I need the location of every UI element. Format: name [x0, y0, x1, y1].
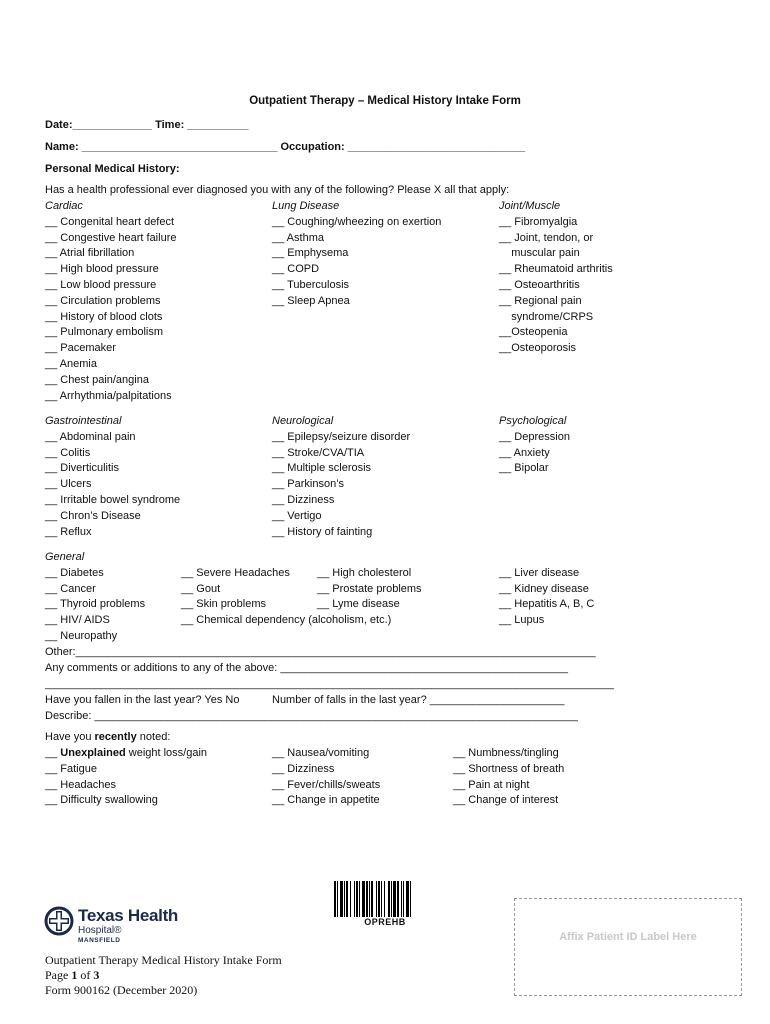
- checklist-item[interactable]: __ Coughing/wheezing on exertion: [272, 215, 442, 228]
- texas-health-cross-icon: [44, 906, 74, 936]
- page-of: of: [77, 968, 94, 982]
- section-title: Gastrointestinal: [45, 415, 122, 427]
- logo-location: MANSFIELD: [78, 937, 121, 944]
- checklist-item[interactable]: __Osteopenia: [499, 326, 568, 339]
- checklist-item[interactable]: __ Ulcers: [45, 478, 92, 491]
- lung-section: [272, 199, 441, 310]
- checklist-item[interactable]: __ Diabetes: [45, 566, 104, 579]
- page-prefix: Page: [45, 968, 72, 982]
- logo-name: Texas Health: [78, 906, 179, 925]
- general-section: [45, 550, 145, 645]
- psych-section: [499, 414, 570, 477]
- checklist-item[interactable]: __ Regional pain: [499, 294, 582, 307]
- checklist-item[interactable]: __ Change of interest: [453, 794, 559, 807]
- instruction-text: Has a health professional ever diagnosed you with any of the following? Please X all that apply:: [45, 184, 510, 196]
- checklist-item[interactable]: __ Emphysema: [272, 247, 349, 260]
- checklist-item[interactable]: __ Fatigue: [45, 762, 97, 775]
- recent-suffix: noted:: [136, 731, 171, 743]
- checklist-item[interactable]: __ Change in appetite: [272, 794, 380, 807]
- checklist-item[interactable]: __ History of fainting: [272, 525, 373, 538]
- checklist-item[interactable]: __ Severe Headaches: [181, 566, 290, 579]
- checklist-item[interactable]: __ Neuropathy: [45, 629, 118, 642]
- comments-continuation-line[interactable]: _____________________________________________________________________________________________: [45, 678, 614, 690]
- checklist-item[interactable]: __ Joint, tendon, or: [499, 231, 594, 244]
- checklist-item[interactable]: __ Chemical dependency (alcoholism, etc.): [181, 614, 392, 627]
- checklist-item[interactable]: __ Osteoarthritis: [499, 278, 580, 291]
- form-title: Outpatient Therapy – Medical History Intake Form: [249, 95, 521, 107]
- footer-form-name: Outpatient Therapy Medical History Intake Form: [45, 953, 282, 967]
- checklist-item[interactable]: __ Gout: [181, 582, 221, 595]
- checklist-item[interactable]: __ Diverticulitis: [45, 462, 119, 475]
- checklist-item[interactable]: __ History of blood clots: [45, 310, 163, 323]
- section-title: Joint/Muscle: [499, 200, 561, 212]
- recent-col3: [453, 746, 564, 809]
- checklist-item[interactable]: __ Asthma: [272, 231, 324, 244]
- recent-bold-word: recently: [94, 731, 137, 743]
- checklist-item[interactable]: __ Parkinson’s: [272, 478, 344, 491]
- page-total: 3: [93, 968, 100, 982]
- checklist-item[interactable]: __ Skin problems: [181, 598, 266, 611]
- page-number: 1: [71, 968, 78, 982]
- checklist-item[interactable]: __ Stroke/CVA/TIA: [272, 446, 365, 459]
- checklist-item[interactable]: __ Bipolar: [499, 462, 549, 475]
- weight-label: weight loss/gain: [125, 747, 208, 759]
- checklist-item[interactable]: __ Chest pain/angina: [45, 373, 149, 386]
- footer-form-id: Form 900162 (December 2020): [45, 983, 198, 997]
- checklist-item[interactable]: __ COPD: [272, 263, 320, 276]
- checklist-item[interactable]: __ Circulation problems: [45, 294, 161, 307]
- checklist-item[interactable]: __ Sleep Apnea: [272, 294, 350, 307]
- checklist-item[interactable]: [45, 746, 207, 762]
- checklist-item[interactable]: __ Reflux: [45, 525, 92, 538]
- checklist-item[interactable]: __ Pacemaker: [45, 342, 116, 355]
- checklist-item[interactable]: __ Irritable bowel syndrome: [45, 493, 181, 506]
- checklist-item[interactable]: __Osteoporosis: [499, 342, 577, 355]
- footer-page: [45, 968, 99, 983]
- personal-history-heading: Personal Medical History:: [45, 163, 180, 175]
- checklist-item[interactable]: __ Fibromyalgia: [499, 215, 578, 228]
- section-title: Cardiac: [45, 200, 83, 212]
- hospital-logo: [44, 906, 179, 944]
- checklist-item[interactable]: __ Epilepsy/seizure disorder: [272, 430, 411, 443]
- checklist-item[interactable]: __ Depression: [499, 430, 570, 443]
- checklist-item[interactable]: __ Vertigo: [272, 509, 322, 522]
- checklist-item[interactable]: __ Lyme disease: [317, 598, 400, 611]
- checklist-item[interactable]: __ Fever/chills/sweats: [272, 778, 381, 791]
- comments-field[interactable]: Any comments or additions to any of the above: _______________________________________________: [45, 662, 568, 674]
- checklist-item[interactable]: __ High blood pressure: [45, 263, 159, 276]
- checklist-item[interactable]: __ Prostate problems: [317, 582, 422, 595]
- recent-heading: [45, 730, 170, 746]
- joint-section: [499, 199, 613, 357]
- checkbox-blank[interactable]: __: [45, 747, 61, 759]
- checklist-item[interactable]: __ Dizziness: [272, 493, 335, 506]
- checklist-item[interactable]: __ Congenital heart defect: [45, 215, 175, 228]
- checklist-item[interactable]: __ Shortness of breath: [453, 762, 565, 775]
- checklist-item[interactable]: __ Abdominal pain: [45, 430, 136, 443]
- checklist-item[interactable]: __ Dizziness: [272, 762, 335, 775]
- general-col3: [317, 566, 422, 613]
- checklist-item[interactable]: __ Liver disease: [499, 566, 580, 579]
- checklist-item[interactable]: __ Tuberculosis: [272, 278, 350, 291]
- recent-prefix: Have you: [45, 731, 95, 743]
- checklist-item[interactable]: __ Chron’s Disease: [45, 509, 141, 522]
- checklist-item[interactable]: __ Multiple sclerosis: [272, 462, 372, 475]
- checklist-item[interactable]: __ Kidney disease: [499, 582, 589, 595]
- logo-sub: Hospital®: [78, 925, 122, 936]
- section-title: Lung Disease: [272, 200, 340, 212]
- describe-field[interactable]: Describe: _______________________________________________________________________________: [45, 710, 578, 722]
- section-title: Psychological: [499, 415, 567, 427]
- checklist-item[interactable]: __ Cancer: [45, 582, 96, 595]
- checklist-item[interactable]: __ Numbness/tingling: [453, 747, 559, 759]
- checklist-item[interactable]: __ Headaches: [45, 778, 116, 791]
- checklist-item[interactable]: __ Colitis: [45, 446, 91, 459]
- section-title: General: [45, 551, 85, 563]
- patient-label-box: [514, 898, 742, 996]
- affix-label-text: Affix Patient ID Label Here: [559, 931, 697, 943]
- name-occupation-field[interactable]: Name: ________________________________ Occupation: _____________________________: [45, 141, 526, 153]
- recent-col2: [272, 746, 380, 809]
- cardiac-section: [45, 199, 176, 404]
- checklist-item[interactable]: __ Anxiety: [499, 446, 550, 459]
- barcode-text: OPREHB: [364, 917, 406, 927]
- checklist-item[interactable]: __ Nausea/vomiting: [272, 747, 370, 759]
- section-title: Neurological: [272, 415, 334, 427]
- checklist-item[interactable]: __ Hepatitis A, B, C: [499, 598, 595, 611]
- neuro-section: [272, 414, 410, 540]
- checklist-item[interactable]: __ Rheumatoid arthritis: [499, 263, 613, 276]
- checklist-item[interactable]: __ Congestive heart failure: [45, 231, 177, 244]
- falls-count-field[interactable]: Number of falls in the last year? ______________________: [272, 694, 565, 706]
- recent-col1: [45, 746, 207, 809]
- checklist-item[interactable]: __ Thyroid problems: [45, 598, 146, 611]
- checklist-item[interactable]: __ HIV/ AIDS: [45, 614, 110, 627]
- general-col4: [499, 566, 594, 629]
- other-field[interactable]: Other:_____________________________________________________________________________________: [45, 646, 596, 658]
- checklist-item[interactable]: __ High cholesterol: [317, 566, 412, 579]
- unexplained-label: Unexplained: [60, 747, 126, 759]
- gi-section: [45, 414, 180, 540]
- checklist-item[interactable]: __ Lupus: [499, 614, 545, 627]
- barcode: [334, 881, 436, 917]
- checklist-item-continued: syndrome/CRPS: [499, 310, 594, 323]
- checklist-item[interactable]: __ Anemia: [45, 357, 97, 370]
- checklist-item[interactable]: __ Pulmonary embolism: [45, 326, 163, 339]
- checklist-item[interactable]: __ Difficulty swallowing: [45, 794, 158, 807]
- date-time-field[interactable]: Date:_____________ Time: __________: [45, 119, 249, 131]
- checklist-item[interactable]: __ Pain at night: [453, 778, 530, 791]
- fallen-question[interactable]: Have you fallen in the last year? Yes No: [45, 694, 240, 706]
- checklist-item[interactable]: __ Arrhythmia/palpitations: [45, 389, 172, 402]
- checklist-item-continued: muscular pain: [499, 247, 580, 260]
- checklist-item[interactable]: __ Low blood pressure: [45, 278, 157, 291]
- checklist-item[interactable]: __ Atrial fibrillation: [45, 247, 135, 260]
